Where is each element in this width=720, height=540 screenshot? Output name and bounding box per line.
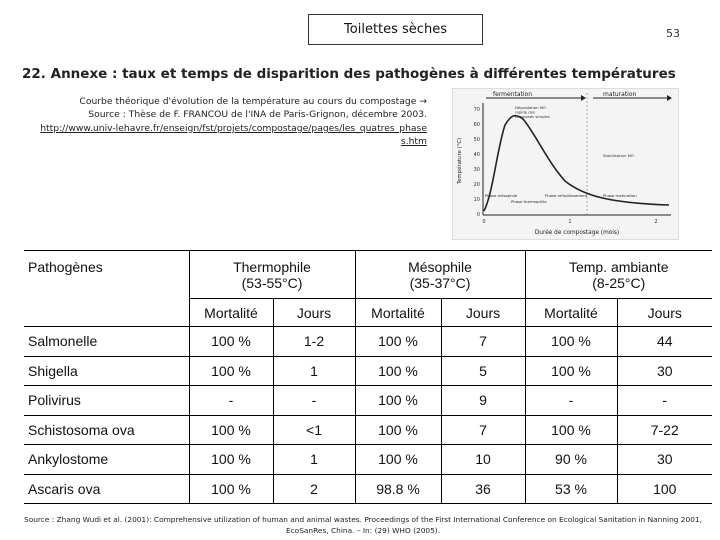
- group-label: Temp. ambiante: [568, 259, 669, 275]
- table-cell: 53 %: [525, 474, 617, 504]
- table-cell: 100 %: [355, 386, 441, 416]
- pathogen-name: Schistosoma ova: [24, 415, 189, 445]
- table-cell: 7-22: [617, 415, 712, 445]
- x-tick-label: 0: [482, 219, 486, 225]
- table-cell: 2: [273, 474, 355, 504]
- table-cell: 1: [273, 356, 355, 386]
- y-tick-label: 0: [476, 212, 480, 218]
- figure-background: [453, 89, 678, 239]
- temperature-curve-graphic: [453, 89, 678, 239]
- table-cell: -: [525, 386, 617, 416]
- pathogen-name: Polivirus: [24, 386, 189, 416]
- table-cell: 100 %: [189, 474, 273, 504]
- table-cell: 100 %: [355, 327, 441, 357]
- table-row: [24, 474, 712, 504]
- y-tick-label: 60: [473, 122, 480, 128]
- days-subheader: Jours: [273, 299, 355, 327]
- mortality-subheader: Mortalité: [355, 299, 441, 327]
- footer-source: Source : Zhang Wudi et al. (2001): Comprehensive utilization of human and animal wastes. Proceedings of the First International Conference on Ecological Sanitation in Nanning 2001, EcoSanRes, China. – In: (29) WHO (2005).: [24, 515, 702, 535]
- slide-title-box: [308, 14, 483, 45]
- table-cell: 100 %: [189, 356, 273, 386]
- table-cell: 100 %: [355, 415, 441, 445]
- compost-temperature-figure: [452, 88, 679, 240]
- phase-label: Phase maturation: [603, 193, 637, 198]
- table-cell: 100 %: [189, 327, 273, 357]
- table-cell: 7: [441, 415, 525, 445]
- y-tick-label: 20: [473, 182, 480, 188]
- x-axis-label: Durée de compostage (mois): [534, 230, 620, 236]
- table-cell: -: [617, 386, 712, 416]
- annotation-left: Dégradation MO rapide des composés simples: [515, 105, 550, 120]
- table-cell: 98.8 %: [355, 474, 441, 504]
- table-cell: -: [273, 386, 355, 416]
- phase-label: Phase mésophile: [485, 193, 518, 198]
- caption-source-link[interactable]: http://www.univ-lehavre.fr/enseign/fst/projets/compostage/pages/les_quatres_phases.htm: [40, 122, 427, 148]
- group-range: (53-55°C): [241, 275, 303, 291]
- table-cell: 100 %: [525, 327, 617, 357]
- table-cell: 44: [617, 327, 712, 357]
- table-row: [24, 445, 712, 475]
- table-cell: 9: [441, 386, 525, 416]
- pathogen-name: Ascaris ova: [24, 474, 189, 504]
- table-row: [24, 386, 712, 416]
- thermophile-header: [189, 251, 355, 299]
- mesophile-header: [355, 251, 525, 299]
- section-title: 22. Annexe : taux et temps de disparition des pathogènes à différentes températures: [22, 66, 676, 82]
- group-label: Thermophile: [233, 259, 311, 275]
- table-cell: 100 %: [355, 356, 441, 386]
- table-cell: 1-2: [273, 327, 355, 357]
- pathogen-name: Shigella: [24, 356, 189, 386]
- y-tick-label: 40: [473, 152, 480, 158]
- group-range: (35-37°C): [409, 275, 471, 291]
- table-cell: 100 %: [189, 445, 273, 475]
- group-range: (8-25°C): [592, 275, 646, 291]
- table-cell: 1: [273, 445, 355, 475]
- table-header-row: [24, 251, 712, 299]
- y-tick-label: 50: [473, 137, 480, 143]
- table-cell: 100: [617, 474, 712, 504]
- table-cell: -: [189, 386, 273, 416]
- table-cell: 7: [441, 327, 525, 357]
- table-row: [24, 327, 712, 357]
- pathogen-name: Salmonelle: [24, 327, 189, 357]
- table-cell: 100 %: [525, 356, 617, 386]
- slide-title: Toilettes sèches: [344, 22, 447, 37]
- maturation-label: maturation: [603, 91, 637, 98]
- figure-caption: [40, 95, 427, 149]
- y-tick-label: 10: [473, 197, 480, 203]
- table-cell: 90 %: [525, 445, 617, 475]
- days-subheader: Jours: [617, 299, 712, 327]
- page-number: 53: [666, 27, 680, 40]
- table-cell: 36: [441, 474, 525, 504]
- pathogen-name: Ankylostome: [24, 445, 189, 475]
- days-subheader: Jours: [441, 299, 525, 327]
- table-cell: 100 %: [355, 445, 441, 475]
- y-axis-label: Température (°C): [457, 137, 463, 185]
- x-tick-label: 2: [654, 219, 658, 225]
- table-cell: 100 %: [189, 415, 273, 445]
- table-row: [24, 415, 712, 445]
- table-subheader-row: [24, 299, 712, 327]
- table-cell: <1: [273, 415, 355, 445]
- y-tick-label: 30: [473, 167, 480, 173]
- caption-line-1: Courbe théorique d'évolution de la température au cours du compostage →: [79, 96, 427, 107]
- table-cell: 10: [441, 445, 525, 475]
- caption-line-2: Source : Thèse de F. FRANCOU de l'INA de Paris-Grignon, décembre 2003.: [88, 109, 427, 121]
- mortality-subheader: Mortalité: [189, 299, 273, 327]
- mortality-subheader: Mortalité: [525, 299, 617, 327]
- pathogen-column-header: Pathogènes: [28, 259, 103, 275]
- pathogen-table: [24, 250, 712, 504]
- group-label: Mésophile: [408, 259, 472, 275]
- table-cell: 30: [617, 445, 712, 475]
- fermentation-label: fermentation: [493, 91, 533, 98]
- annotation-right: Stabilisation MO: [603, 153, 634, 158]
- empty-subheader-cell: [24, 299, 189, 327]
- table-cell: 30: [617, 356, 712, 386]
- table-cell: 5: [441, 356, 525, 386]
- phase-label: Phase refroidissement: [545, 193, 588, 198]
- ambient-header: [525, 251, 712, 299]
- x-tick-label: 1: [568, 219, 572, 225]
- y-tick-label: 70: [473, 107, 480, 113]
- table-row: [24, 356, 712, 386]
- phase-label: Phase thermophile: [511, 199, 547, 204]
- table-cell: 100 %: [525, 415, 617, 445]
